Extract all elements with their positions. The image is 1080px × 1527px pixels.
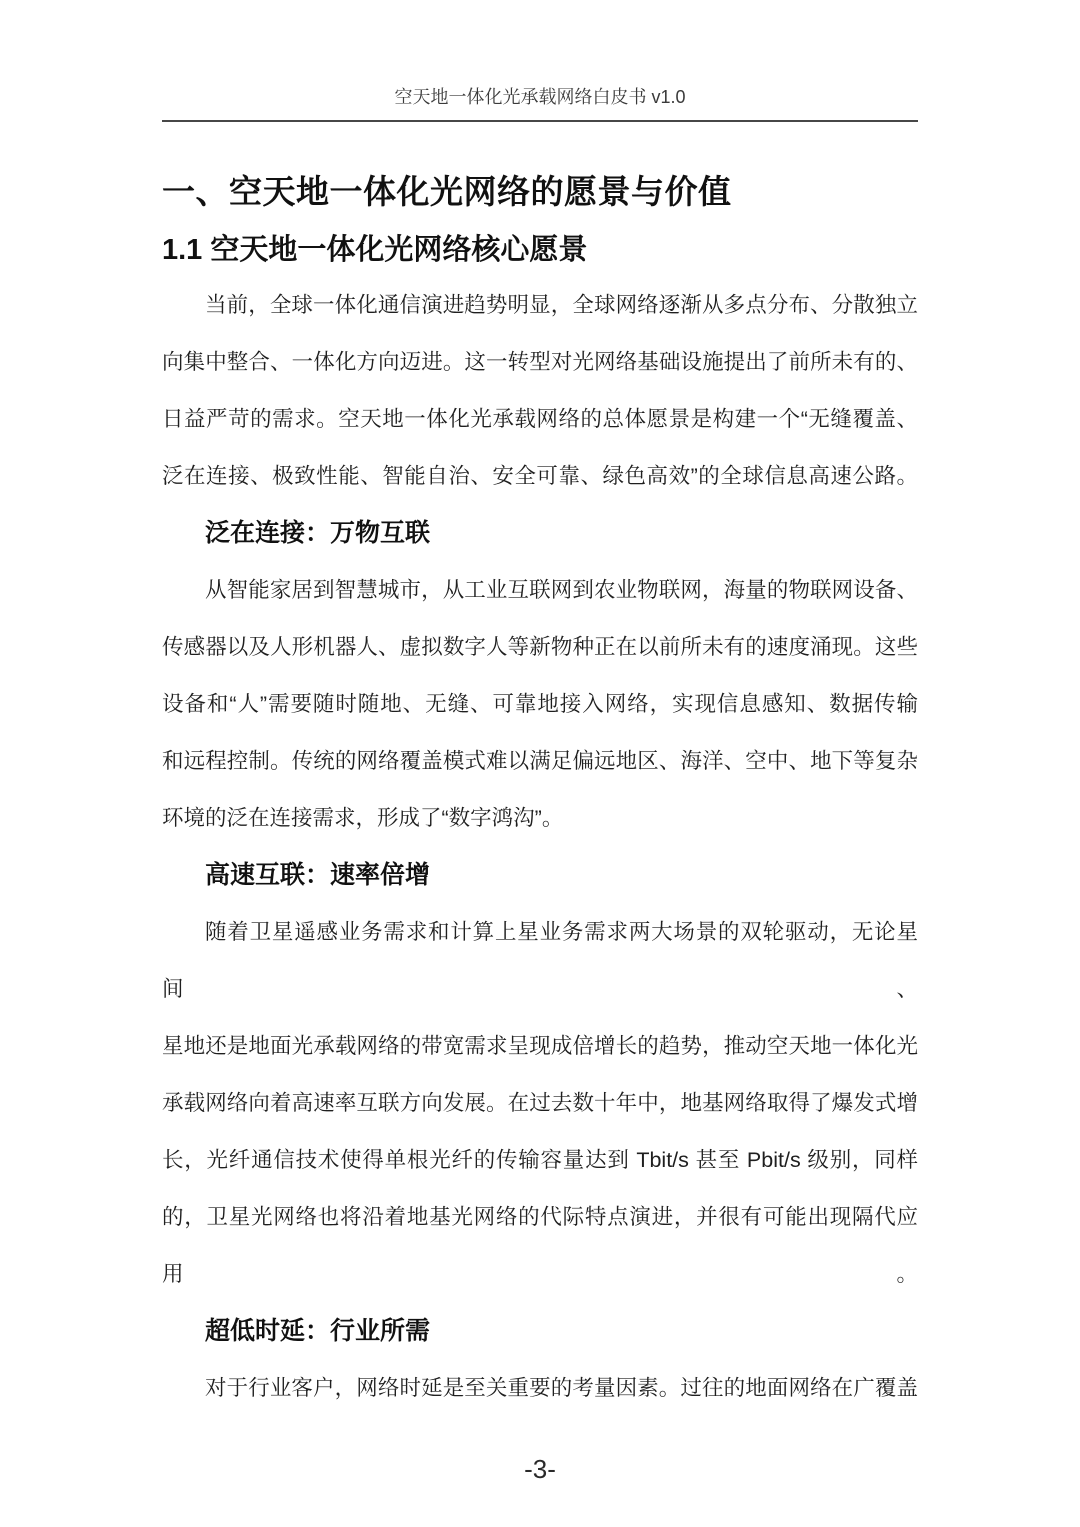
paragraph-line: 传感器以及人形机器人、虚拟数字人等新物种正在以前所未有的速度涌现。这些 — [162, 635, 918, 659]
paragraph-line: 承载网络向着高速率互联方向发展。在过去数十年中，地基网络取得了爆发式增 — [162, 1091, 918, 1115]
paragraph-2 — [162, 562, 918, 847]
paragraph-1 — [162, 277, 918, 505]
paragraph-line: 日益严苛的需求。空天地一体化光承载网络的总体愿景是构建一个“无缝覆盖、 — [162, 407, 918, 431]
chapter-title: 一、空天地一体化光网络的愿景与价值 — [162, 173, 732, 210]
header-title: 空天地一体化光承载网络白皮书 v1.0 — [162, 86, 918, 122]
paragraph-line: 设备和“人”需要随时随地、无缝、可靠地接入网络，实现信息感知、数据传输 — [162, 692, 918, 716]
page-footer — [162, 1451, 918, 1487]
body-text — [162, 277, 918, 1417]
page-number: -3- — [524, 1454, 556, 1484]
paragraph-line: 环境的泛在连接需求，形成了“数字鸿沟”。 — [162, 806, 564, 830]
paragraph-line: 随着卫星遥感业务需求和计算上星业务需求两大场景的双轮驱动，无论星间、 — [162, 920, 918, 1001]
subheading-ubiquitous-connectivity: 泛在连接：万物互联 — [205, 519, 431, 547]
paragraph-line: 和远程控制。传统的网络覆盖模式难以满足偏远地区、海洋、空中、地下等复杂 — [162, 749, 918, 773]
paragraph-3 — [162, 904, 918, 1303]
subheading-ultra-low-latency: 超低时延：行业所需 — [205, 1317, 431, 1345]
paragraph-line: 泛在连接、极致性能、智能自治、安全可靠、绿色高效”的全球信息高速公路。 — [162, 464, 918, 488]
paragraph-line: 长，光纤通信技术使得单根光纤的传输容量达到 Tbit/s 甚至 Pbit/s 级别，同样 — [162, 1148, 918, 1172]
paragraph-4 — [162, 1360, 918, 1417]
document-body — [162, 170, 918, 1487]
paragraph-line: 对于行业客户，网络时延是至关重要的考量因素。过往的地面网络在广覆盖 — [205, 1376, 918, 1400]
paragraph-line: 从智能家居到智慧城市，从工业互联网到农业物联网，海量的物联网设备、 — [205, 578, 918, 602]
paragraph-line: 星地还是地面光承载网络的带宽需求呈现成倍增长的趋势，推动空天地一体化光 — [162, 1034, 918, 1058]
paragraph-line: 向集中整合、一体化方向迈进。这一转型对光网络基础设施提出了前所未有的、 — [162, 350, 918, 374]
paragraph-line: 当前，全球一体化通信演进趋势明显，全球网络逐渐从多点分布、分散独立 — [205, 293, 918, 317]
page-header — [162, 0, 918, 122]
paragraph-line: 的，卫星光网络也将沿着地基光网络的代际特点演进，并很有可能出现隔代应用。 — [162, 1205, 918, 1286]
subheading-high-speed-interconnect: 高速互联：速率倍增 — [205, 861, 431, 889]
section-title: 1.1 空天地一体化光网络核心愿景 — [162, 234, 588, 266]
